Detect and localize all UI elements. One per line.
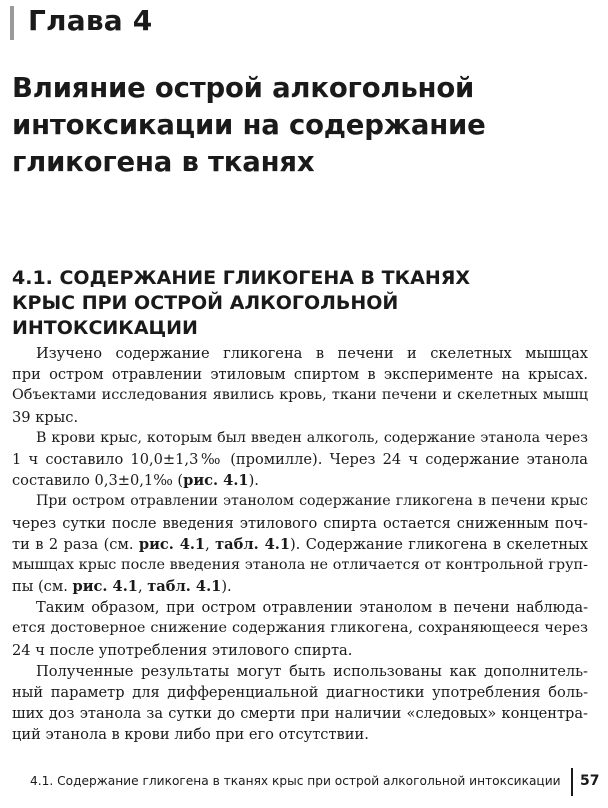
- text-fragment: ).: [248, 472, 259, 490]
- text-line: ших доз этанола за сутки до смерти при наличии «следовых» концентра-: [12, 705, 588, 723]
- chapter-label: Глава 4: [28, 4, 153, 37]
- text-fragment: пы (см.: [12, 578, 73, 596]
- text-line: при остром отравлении этиловым спиртом в эксперименте на крысах.: [12, 366, 588, 384]
- figure-reference: рис. 4.1: [183, 472, 249, 490]
- chapter-accent-bar: [10, 6, 14, 40]
- text-line: [12, 576, 588, 597]
- running-footer: 4.1. Содержание гликогена в тканях крыс при острой алкогольной интоксикации: [30, 774, 561, 788]
- text-line: 1 ч составило 10,0±1,3‰ (промилле). Через 24 ч содержание этанола: [12, 450, 588, 468]
- text-line: Таким образом, при остром отравлении этанолом в печени наблюда-: [36, 599, 588, 617]
- chapter-title-line: гликогена в тканях: [12, 146, 315, 178]
- text-fragment: ти в 2 раза (см.: [12, 535, 139, 553]
- chapter-title: [12, 70, 602, 181]
- text-fragment: ). Содержание гликогена в скелетных: [289, 535, 589, 553]
- text-line: 39 крыс.: [12, 408, 79, 426]
- table-reference: табл. 4.1: [215, 535, 290, 553]
- text-line: 24 ч после употребления этилового спирта.: [12, 641, 353, 659]
- body-text: [12, 343, 588, 746]
- table-reference: табл. 4.1: [147, 578, 222, 596]
- text-line: [12, 470, 588, 491]
- text-line: ется достоверное снижение содержания гликогена, сохраняющееся через: [12, 620, 588, 637]
- chapter-title-line: Влияние острой алкогольной: [12, 72, 475, 104]
- text-line: через сутки после введения этилового спирта остается сниженным поч-: [12, 514, 588, 532]
- text-fragment: составило 0,3±0,1‰ (: [12, 472, 184, 490]
- section-heading-line: ИНТОКСИКАЦИИ: [12, 317, 198, 339]
- text-line: ный параметр для дифференциальной диагностики употребления боль-: [12, 684, 588, 701]
- section-heading-line: КРЫС ПРИ ОСТРОЙ АЛКОГОЛЬНОЙ: [12, 292, 399, 314]
- figure-reference: рис. 4.1: [72, 578, 138, 596]
- chapter-title-line: интоксикации на содержание: [12, 109, 486, 141]
- text-line: [12, 534, 588, 555]
- text-fragment: ,: [205, 535, 216, 553]
- text-line: ций этанола в крови либо при его отсутствии.: [12, 726, 369, 744]
- text-line: В крови крыс, которым был введен алкоголь, содержание этанола через: [36, 429, 588, 446]
- text-line: Объектами исследования явились кровь, ткани печени и скелетных мышц: [12, 387, 588, 404]
- section-heading: [12, 266, 602, 341]
- section-heading-line: 4.1. СОДЕРЖАНИЕ ГЛИКОГЕНА В ТКАНЯХ: [12, 267, 471, 289]
- text-line: При остром отравлении этанолом содержание гликогена в печени крыс: [36, 493, 588, 510]
- text-line: Полученные результаты могут быть использованы как дополнитель-: [36, 662, 588, 680]
- text-fragment: ).: [221, 578, 232, 596]
- text-line: Изучено содержание гликогена в печени и скелетных мышцах: [36, 345, 588, 362]
- text-line: мышцах крыс после введения этанола не отличается от контрольной груп-: [12, 556, 588, 573]
- page-number: 57: [580, 773, 600, 789]
- figure-reference: рис. 4.1: [138, 535, 206, 553]
- footer-divider: [571, 768, 573, 796]
- text-fragment: ,: [137, 578, 148, 596]
